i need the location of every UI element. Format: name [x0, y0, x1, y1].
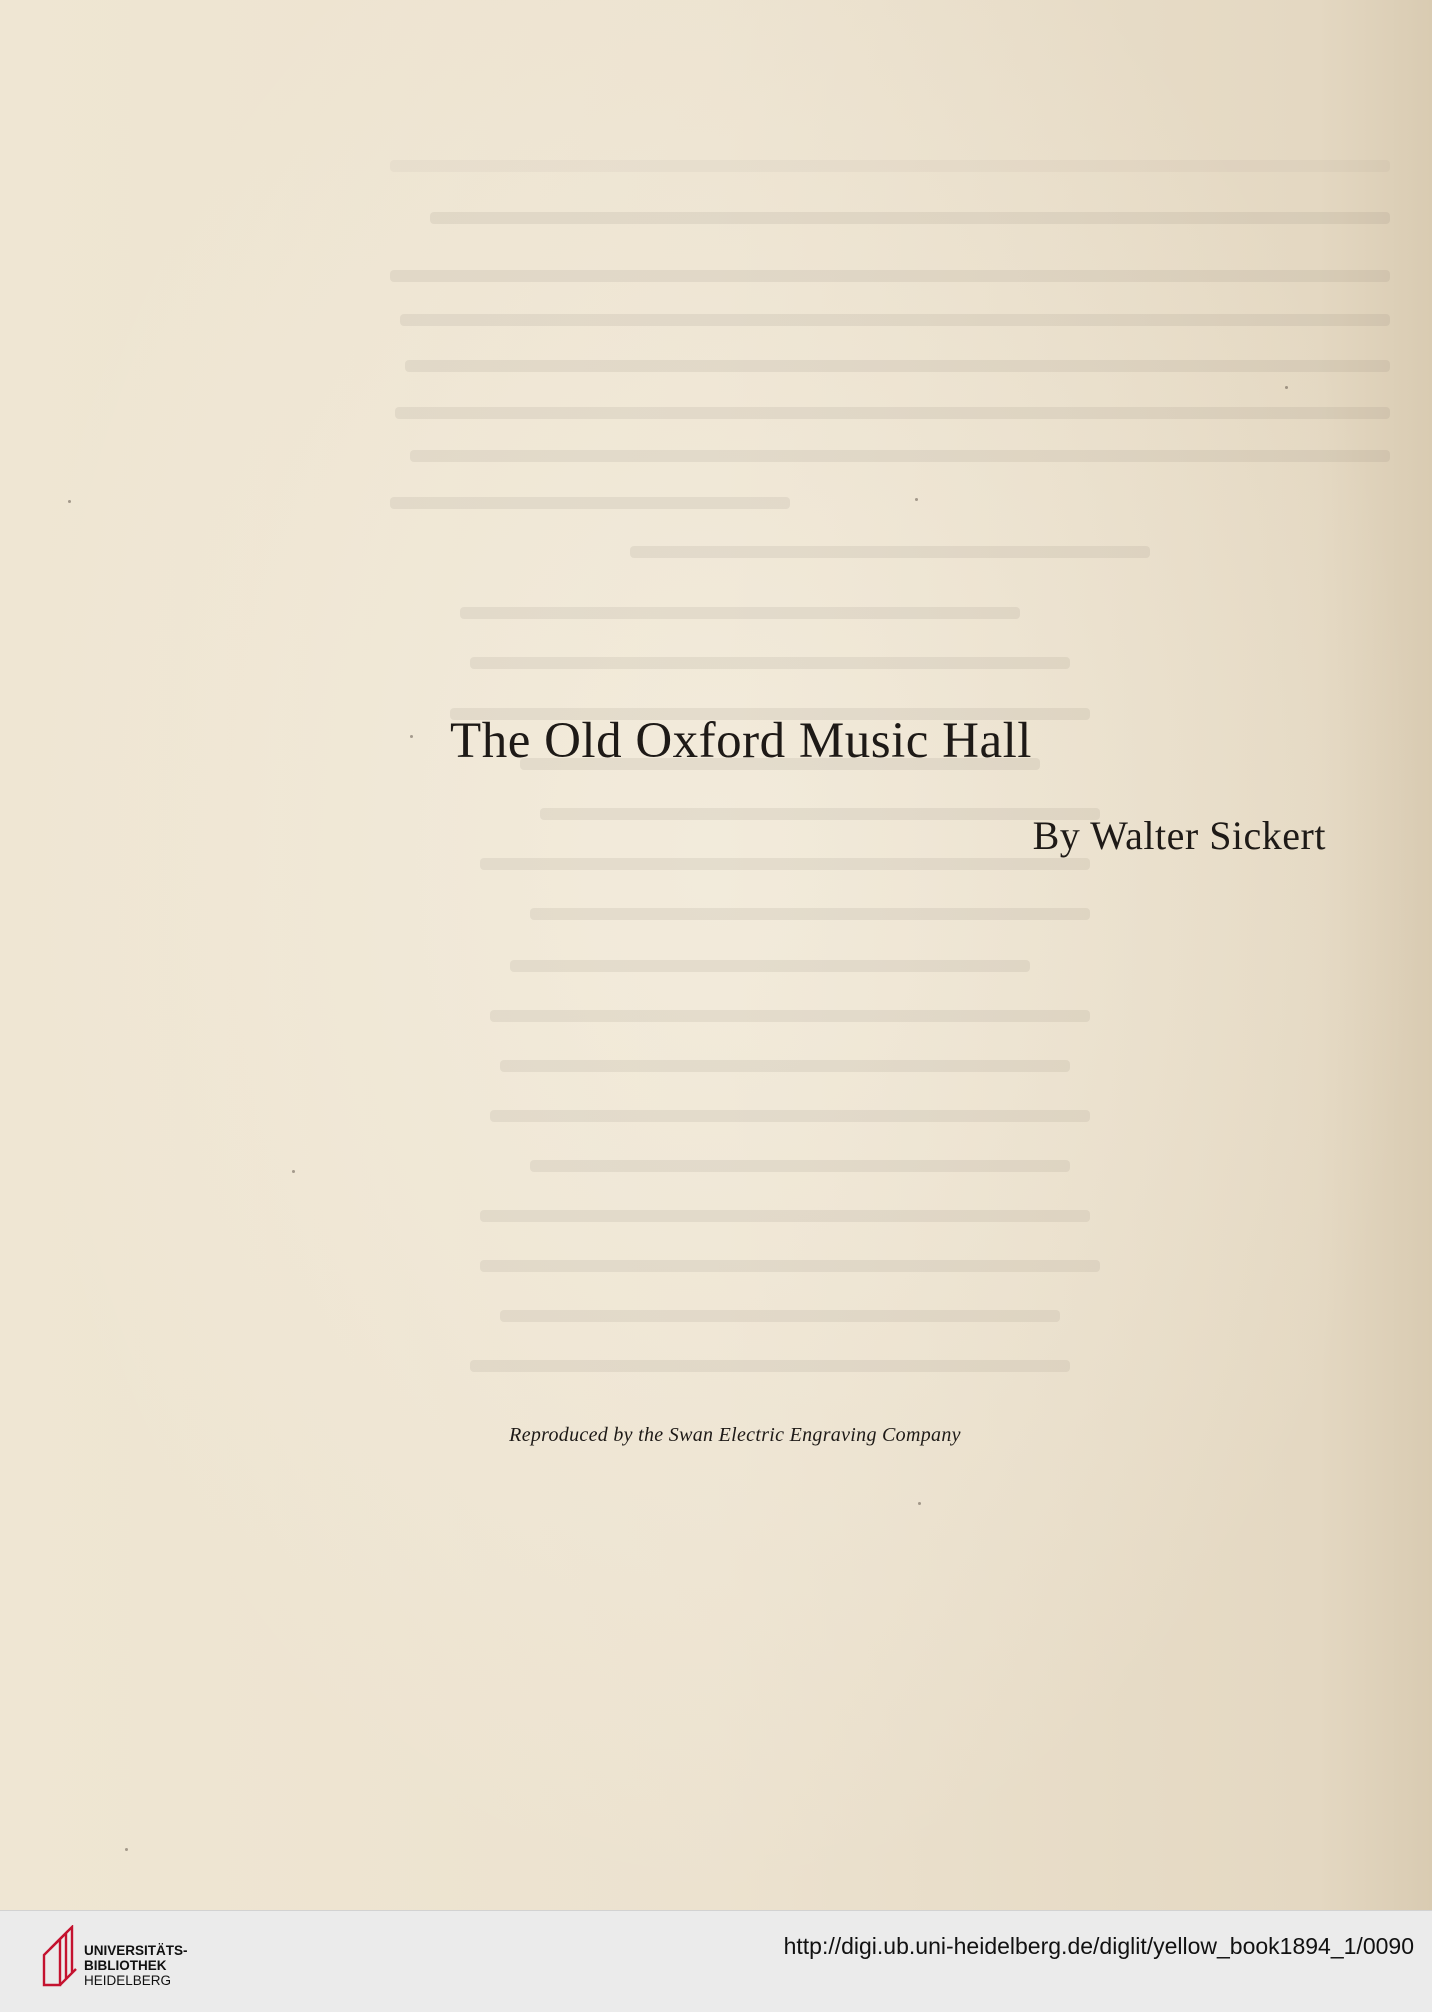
- bleed-through-texture: [290, 120, 1390, 1420]
- permalink-url[interactable]: http://digi.ub.uni-heidelberg.de/diglit/yellow_book1894_1/0090: [783, 1933, 1414, 1959]
- paper-speck: [68, 500, 71, 503]
- reproduction-credit: Reproduced by the Swan Electric Engraving Company: [509, 1424, 961, 1446]
- paper-speck: [918, 1502, 921, 1505]
- library-name-line-2: BIBLIOTHEK: [84, 1958, 167, 1973]
- paper-speck: [1285, 386, 1288, 389]
- library-name-line-3: HEIDELBERG: [84, 1973, 172, 1988]
- page-title: The Old Oxford Music Hall: [450, 713, 1032, 769]
- digitization-footer: [0, 1910, 1432, 2012]
- paper-speck: [292, 1170, 295, 1173]
- paper-speck: [125, 1848, 128, 1851]
- library-name-line-1: UNIVERSITÄTS-: [84, 1943, 188, 1958]
- author-byline: By Walter Sickert: [1032, 813, 1326, 858]
- paper-speck: [915, 498, 918, 501]
- library-name: [84, 1943, 188, 1988]
